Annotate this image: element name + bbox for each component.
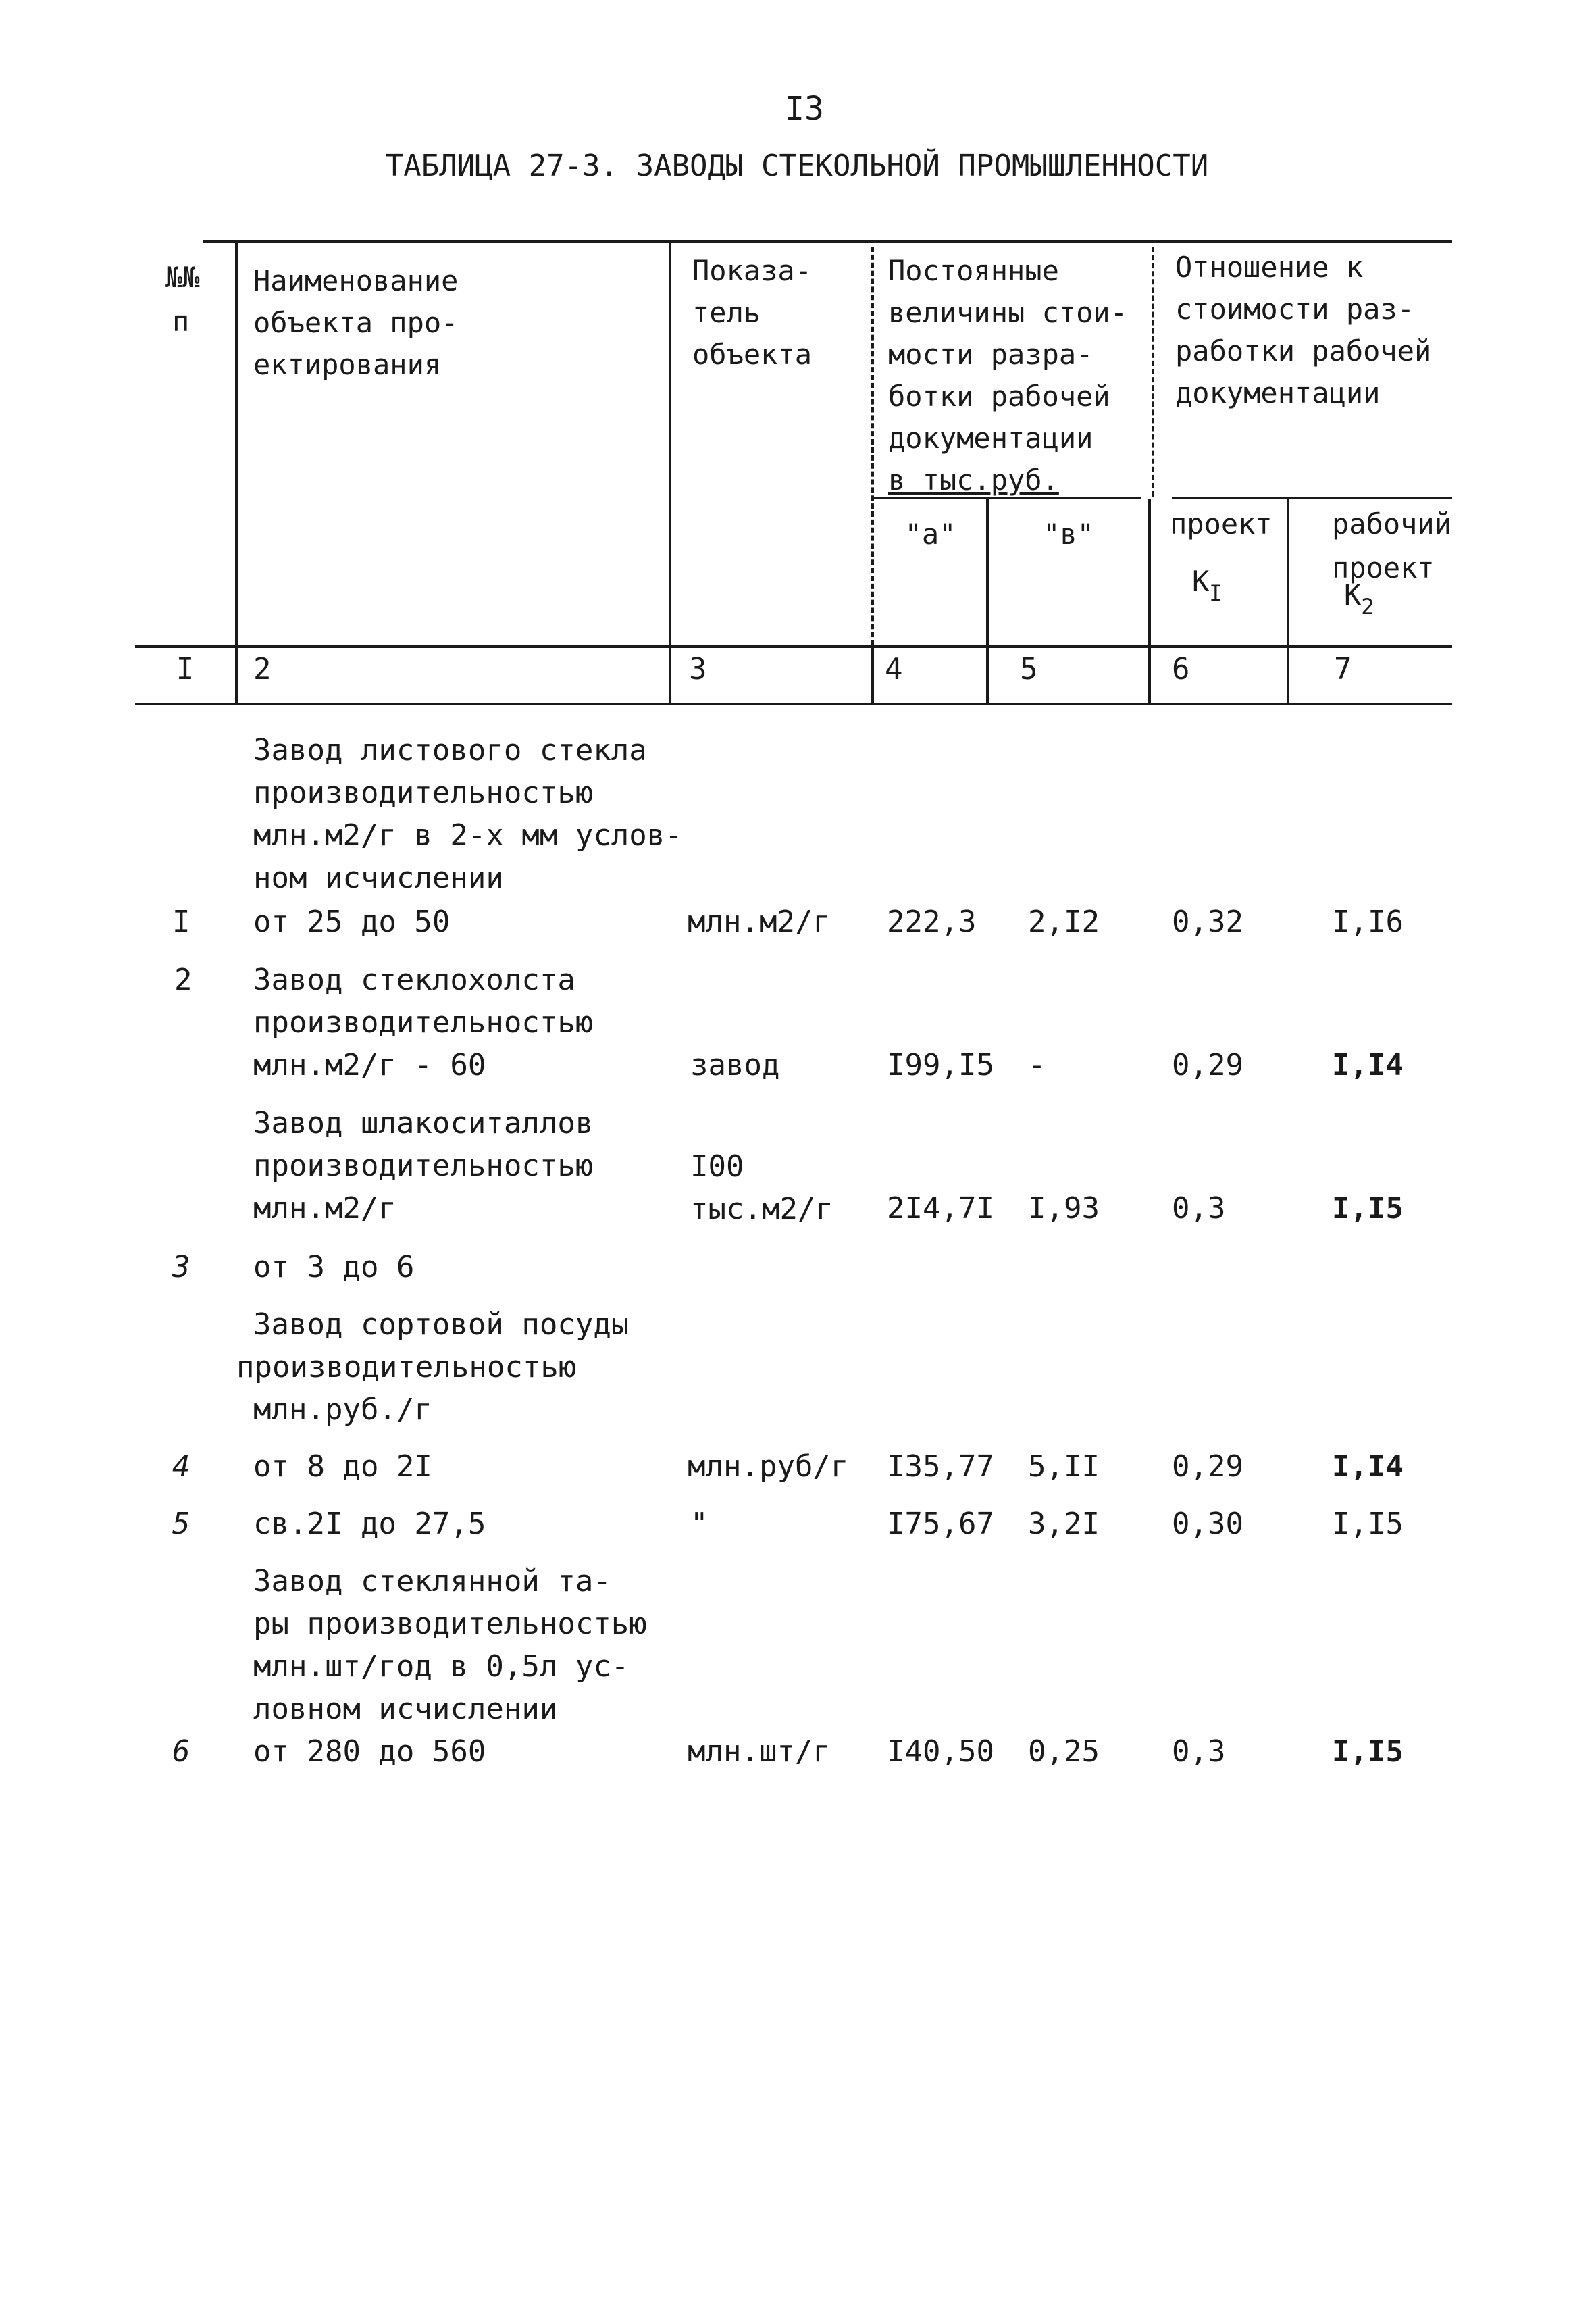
row5-name: св.2I до 27,5 (253, 1507, 486, 1541)
subheader-rule-ratio (1172, 497, 1452, 499)
row3-group-line2: производительностью (253, 1149, 594, 1183)
colnum-3: 3 (689, 652, 707, 686)
row6-group-line3: млн.шт/год в 0,5л ус- (253, 1649, 629, 1684)
header-col45-line6: в тыс.руб. (888, 463, 1059, 497)
row3-k1: 0,3 (1172, 1191, 1226, 1226)
k2-letter: K (1344, 578, 1362, 611)
row2-name-line3: млн.м2/г - 60 (253, 1048, 486, 1082)
row2-b: - (1028, 1048, 1046, 1082)
header-col2-line1: Наименование (253, 264, 459, 297)
row6-group-line1: Завод стеклянной та- (253, 1564, 611, 1599)
header-bottom-rule (135, 645, 1452, 648)
header-col45-line1: Постоянные (888, 254, 1059, 287)
row1-k2: I,I6 (1332, 905, 1404, 939)
k2-subscript: 2 (1361, 594, 1374, 620)
colnum-2: 2 (253, 652, 272, 686)
row3-name: от 3 до 6 (253, 1250, 415, 1284)
row1-unit: млн.м2/г (688, 905, 831, 939)
header-col3-line1: Показа- (692, 254, 813, 287)
row-group1-line4: ном исчислении (253, 861, 504, 895)
row4-unit: млн.руб/г (688, 1449, 849, 1484)
header-col45-line3: мости разра- (888, 338, 1093, 371)
row3-b: I,93 (1028, 1191, 1100, 1226)
row6-k2: I,I5 (1332, 1734, 1404, 1769)
colnum-7: 7 (1334, 652, 1352, 686)
row4-a: I35,77 (887, 1449, 994, 1484)
row4-name: от 8 до 2I (253, 1449, 432, 1484)
header-col4-sub: "а" (904, 518, 956, 551)
row3-group-line3: млн.м2/г (253, 1191, 396, 1226)
k1-letter: K (1192, 565, 1210, 598)
row6-group-line2: ры производительностью (253, 1607, 647, 1641)
row5-num: 5 (172, 1507, 190, 1541)
row3-a: 2I4,7I (887, 1191, 994, 1226)
colnum-1: I (176, 652, 195, 686)
header-col67-line3: работки рабочей (1175, 334, 1432, 368)
header-col5-sub: "в" (1043, 518, 1094, 551)
k1-subscript: I (1209, 580, 1222, 606)
row-group1-line1: Завод листового стекла (253, 733, 647, 768)
vline-col3-solid (871, 645, 874, 705)
row5-k2: I,I5 (1332, 1507, 1404, 1541)
vline-col2 (669, 240, 671, 705)
header-col6-k (1192, 561, 1222, 614)
row3-group-line1: Завод шлакоситаллов (253, 1106, 594, 1140)
row2-name-line2: производительностью (253, 1005, 594, 1040)
vline-col5-dashed (1152, 247, 1154, 497)
row6-name: от 280 до 560 (253, 1734, 486, 1769)
row-group1-line3: млн.м2/г в 2-х мм услов- (253, 818, 683, 853)
colnum-5: 5 (1020, 652, 1038, 686)
vline-col6 (1287, 499, 1289, 705)
header-col45-line2: величины стои- (888, 296, 1128, 329)
row4-b: 5,II (1028, 1449, 1100, 1484)
row1-num: I (172, 905, 190, 939)
row6-a: I40,50 (887, 1734, 994, 1769)
row2-num: 2 (174, 963, 192, 997)
row6-group-line4: ловном исчислении (253, 1692, 558, 1726)
header-col1-line1: №№ (165, 261, 200, 294)
row2-name-line1: Завод стеклохолста (253, 963, 575, 997)
row4-k1: 0,29 (1172, 1449, 1243, 1484)
row6-num: 6 (172, 1734, 190, 1769)
row6-unit: млн.шт/г (688, 1734, 831, 1769)
header-col67-line1: Отношение к (1175, 251, 1364, 284)
header-col45-line4: ботки рабочей (888, 380, 1110, 413)
row6-k1: 0,3 (1172, 1734, 1226, 1769)
row5-k1: 0,30 (1172, 1507, 1243, 1541)
header-col45-line5: документации (888, 422, 1093, 455)
row3-unit: I00 тыс.м2/г (690, 1149, 833, 1226)
page-number: I3 (785, 90, 824, 128)
header-col6-sub: проект (1170, 507, 1272, 540)
header-col7-k (1344, 574, 1374, 628)
header-col2-line3: ектирования (253, 348, 442, 381)
vline-col3-dashed (871, 247, 874, 645)
header-col3-line3: объекта (692, 338, 813, 371)
vline-col5 (1148, 499, 1151, 705)
row2-k2: I,I4 (1332, 1048, 1404, 1082)
row4-k2: I,I4 (1332, 1449, 1404, 1484)
row6-b: 0,25 (1028, 1734, 1100, 1769)
row5-b: 3,2I (1028, 1507, 1100, 1541)
row5-a: I75,67 (887, 1507, 994, 1541)
row1-k1: 0,32 (1172, 905, 1243, 939)
row5-unit: " (690, 1507, 709, 1541)
colnum-6: 6 (1172, 652, 1190, 686)
header-col1-line2: п (172, 305, 190, 338)
row1-b: 2,I2 (1028, 905, 1100, 939)
header-col67-line2: стоимости раз- (1175, 293, 1415, 326)
row2-unit: завод (690, 1048, 780, 1082)
row3-k2: I,I5 (1332, 1191, 1404, 1226)
row3-num: 3 (172, 1250, 190, 1284)
row1-a: 222,3 (887, 905, 977, 939)
header-col67-line4: документации (1175, 376, 1381, 409)
header-col3-line2: тель (692, 296, 761, 329)
header-col7-sub: рабочий (1332, 507, 1452, 540)
row-group1-line2: производительностью (253, 776, 594, 810)
header-top-rule (203, 240, 1452, 243)
vline-col1 (235, 240, 238, 705)
row45-group-line3: млн.руб./г (253, 1392, 432, 1427)
row2-k1: 0,29 (1172, 1048, 1243, 1082)
colnum-bottom-rule (135, 703, 1452, 705)
colnum-4: 4 (885, 652, 903, 686)
row1-name: от 25 до 50 (253, 905, 451, 939)
table-title: ТАБЛИЦА 27-3. ЗАВОДЫ СТЕКОЛЬНОЙ ПРОМЫШЛЕННОСТИ (385, 149, 1209, 183)
header-col7-proekt: проект (1332, 551, 1435, 584)
header-col2-line2: объекта про- (253, 306, 459, 339)
row4-num: 4 (172, 1449, 190, 1484)
row45-group-line1: Завод сортовой посуды (253, 1307, 629, 1342)
row45-group-line2: производительностью (236, 1350, 577, 1384)
row2-a: I99,I5 (887, 1048, 994, 1082)
